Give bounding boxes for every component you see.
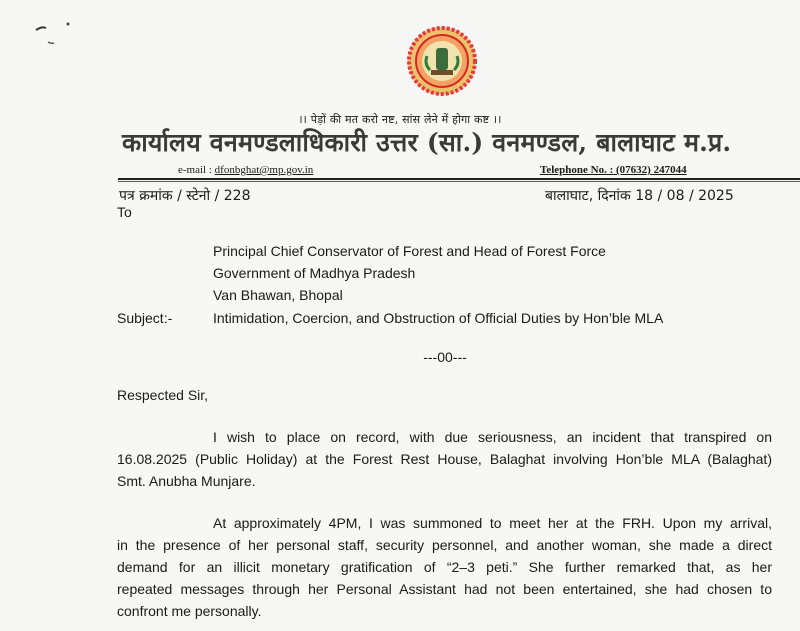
to-label: To [117, 204, 132, 220]
letter-reference-number: पत्र क्रमांक / स्टेनो / 228 [119, 188, 251, 204]
paragraph-line: confront me personally. [117, 603, 262, 619]
mp-government-emblem-logo [407, 26, 477, 96]
email-label: e-mail : [178, 164, 212, 176]
telephone-number: (07632) 247044 [616, 164, 687, 176]
header-divider [118, 178, 800, 180]
paper-scuff-marks [28, 12, 88, 52]
telephone-label: Telephone No. : [540, 164, 614, 176]
paragraph-line: in the presence of her personal staff, security personnel, and another woman, she made a direct [117, 537, 772, 553]
address-line: Government of Madhya Pradesh [213, 265, 416, 281]
separator: ---00--- [423, 349, 467, 365]
paragraph-line: I wish to place on record, with due seriousness, an incident that transpired on [213, 429, 772, 445]
header-telephone [540, 164, 687, 176]
address-line: Van Bhawan, Bhopal [213, 287, 343, 303]
paragraph-line: demand for an illicit monetary gratification of “2–3 peti.” She further remarked that, as her [117, 559, 772, 575]
address-line: Principal Chief Conservator of Forest and Head of Forest Force [213, 243, 606, 259]
subject-label: Subject:- [117, 310, 173, 326]
paragraph-line: At approximately 4PM, I was summoned to meet her at the FRH. Upon my arrival, [213, 515, 772, 531]
paragraph-line: 16.08.2025 (Public Holiday) at the Forest Rest House, Balaghat involving Hon’ble MLA (Balaghat) [117, 451, 772, 467]
header-motto: ।। पेड़ों की मत करो नष्ट, सांस लेने में होगा कष्ट ।। [298, 113, 502, 126]
salutation: Respected Sir, [117, 387, 209, 403]
subject-text: Intimidation, Coercion, and Obstruction of Official Duties by Hon’ble MLA [213, 310, 664, 326]
letter-date: बालाघाट, दिनांक 18 / 08 / 2025 [545, 188, 734, 204]
email-address-link[interactable]: dfonbghat@mp.gov.in [214, 164, 314, 176]
office-name-heading: कार्यालय वनमण्डलाधिकारी उत्तर (सा.) वनमण्डल, बालाघाट म.प्र. [122, 128, 732, 157]
header-email [178, 164, 313, 176]
paragraph-line: repeated messages through her Personal Assistant had not been entertained, she had chosen to [117, 581, 772, 597]
paragraph-line: Smt. Anubha Munjare. [117, 473, 256, 489]
header-divider-thin [118, 181, 800, 182]
